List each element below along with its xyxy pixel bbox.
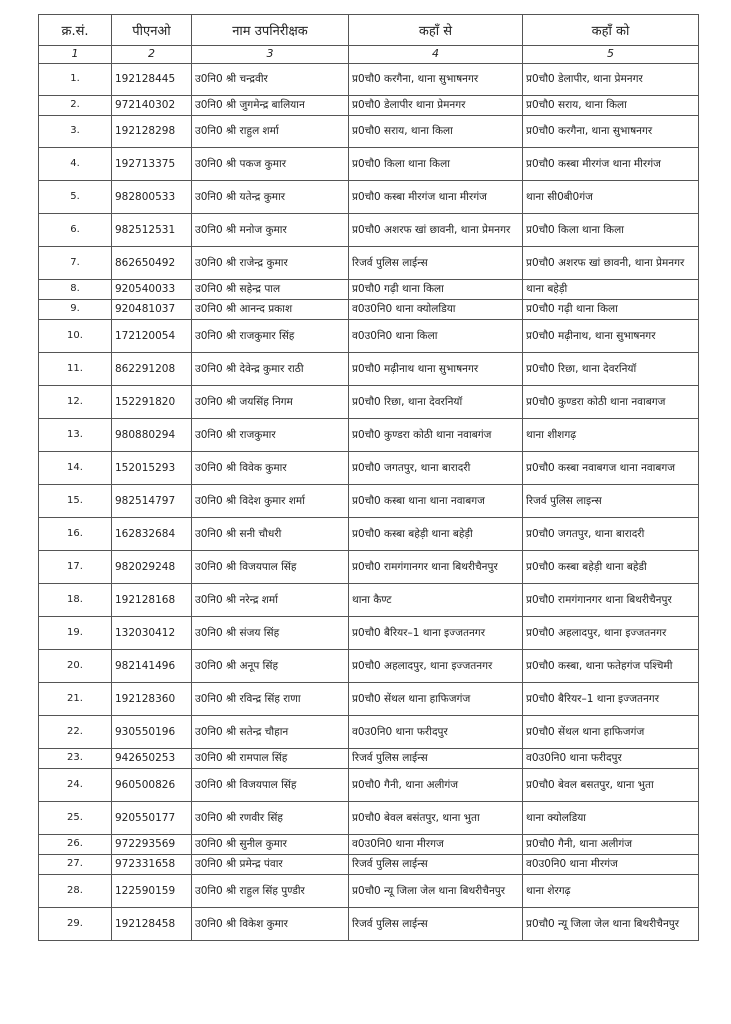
serial-cell: 12. — [39, 386, 112, 419]
name-cell: उ0नि0 श्री विजयपाल सिंह — [192, 551, 349, 584]
to-cell: थाना शेरगढ़ — [523, 875, 699, 908]
name-cell: उ0नि0 श्री जयसिंह निगम — [192, 386, 349, 419]
to-cell: प्र0चौ0 किला थाना किला — [523, 214, 699, 247]
from-cell: प्र0चौ0 किला थाना किला — [349, 148, 523, 181]
to-cell: थाना क्योलडिया — [523, 802, 699, 835]
name-cell: उ0नि0 श्री देवेन्द्र कुमार राठी — [192, 353, 349, 386]
name-cell: उ0नि0 श्री रणवीर सिंह — [192, 802, 349, 835]
name-cell: उ0नि0 श्री राहुल शर्मा — [192, 116, 349, 148]
serial-cell: 26. — [39, 835, 112, 855]
serial-cell: 18. — [39, 584, 112, 617]
serial-cell: 9. — [39, 300, 112, 320]
serial-cell: 4. — [39, 148, 112, 181]
name-cell: उ0नि0 श्री संजय सिंह — [192, 617, 349, 650]
pno-cell: 982141496 — [112, 650, 192, 683]
to-cell: प्र0चौ0 सेंथल थाना हाफिजगंज — [523, 716, 699, 749]
table-row — [39, 617, 699, 650]
column-number-row — [39, 46, 699, 64]
name-cell: उ0नि0 श्री सहेन्द्र पाल — [192, 280, 349, 300]
table-row — [39, 802, 699, 835]
name-cell: उ0नि0 श्री अनूप सिंह — [192, 650, 349, 683]
name-cell: उ0नि0 श्री राजकुमार सिंह — [192, 320, 349, 353]
table-row — [39, 386, 699, 419]
pno-cell: 982512531 — [112, 214, 192, 247]
pno-cell: 192128168 — [112, 584, 192, 617]
serial-cell: 6. — [39, 214, 112, 247]
table-row — [39, 584, 699, 617]
to-cell: प्र0चौ0 कस्बा नवाबगज थाना नवाबगज — [523, 452, 699, 485]
column-number: 4 — [349, 46, 523, 64]
pno-cell: 960500826 — [112, 769, 192, 802]
from-cell: प्र0चौ0 डेलापीर थाना प्रेमनगर — [349, 96, 523, 116]
to-cell: प्र0चौ0 जगतपुर, थाना बारादरी — [523, 518, 699, 551]
name-cell: उ0नि0 श्री नरेन्द्र शर्मा — [192, 584, 349, 617]
from-cell: व0उ0नि0 थाना किला — [349, 320, 523, 353]
serial-cell: 22. — [39, 716, 112, 749]
to-cell: थाना बहेड़ी — [523, 280, 699, 300]
serial-cell: 21. — [39, 683, 112, 716]
name-cell: उ0नि0 श्री विजयपाल सिंह — [192, 769, 349, 802]
from-cell: प्र0चौ0 करगैना, थाना सुभाषनगर — [349, 64, 523, 96]
serial-cell: 24. — [39, 769, 112, 802]
to-cell: प्र0चौ0 बेवल बसतपुर, थाना भुता — [523, 769, 699, 802]
serial-cell: 27. — [39, 855, 112, 875]
from-cell: प्र0चौ0 कुण्डरा कोठी थाना नवाबगंज — [349, 419, 523, 452]
column-number: 5 — [523, 46, 699, 64]
from-cell: प्र0चौ0 गढ़ी थाना किला — [349, 280, 523, 300]
to-cell: प्र0चौ0 अशरफ खां छावनी, थाना प्रेमनगर — [523, 247, 699, 280]
name-cell: उ0नि0 श्री प्रमेन्द्र पंवार — [192, 855, 349, 875]
to-cell: रिजर्व पुलिस लाइन्स — [523, 485, 699, 518]
from-cell: रिजर्व पुलिस लाईन्स — [349, 908, 523, 941]
name-cell: उ0नि0 श्री यतेन्द्र कुमार — [192, 181, 349, 214]
pno-cell: 122590159 — [112, 875, 192, 908]
serial-cell: 28. — [39, 875, 112, 908]
table-row — [39, 855, 699, 875]
to-cell: प्र0चौ0 गैनी, थाना अलीगंज — [523, 835, 699, 855]
from-cell: प्र0चौ0 गैनी, थाना अलीगंज — [349, 769, 523, 802]
name-cell: उ0नि0 श्री सतेन्द्र चौहान — [192, 716, 349, 749]
from-cell: रिजर्व पुलिस लाईन्स — [349, 749, 523, 769]
from-cell: प्र0चौ0 सराय, थाना किला — [349, 116, 523, 148]
pno-cell: 192128360 — [112, 683, 192, 716]
serial-cell: 17. — [39, 551, 112, 584]
pno-cell: 152015293 — [112, 452, 192, 485]
to-cell: प्र0चौ0 करगैना, थाना सुभाषनगर — [523, 116, 699, 148]
name-cell: उ0नि0 श्री चन्द्रवीर — [192, 64, 349, 96]
serial-cell: 23. — [39, 749, 112, 769]
from-cell: प्र0चौ0 रामगंगानगर थाना बिथरीचैनपुर — [349, 551, 523, 584]
serial-cell: 3. — [39, 116, 112, 148]
from-cell: प्र0चौ0 मढ़ीनाथ थाना सुभाषनगर — [349, 353, 523, 386]
transfer-list-sheet — [38, 14, 698, 941]
pno-cell: 972140302 — [112, 96, 192, 116]
table-row — [39, 518, 699, 551]
pno-cell: 942650253 — [112, 749, 192, 769]
pno-cell: 862291208 — [112, 353, 192, 386]
table-row — [39, 116, 699, 148]
pno-cell: 192128445 — [112, 64, 192, 96]
pno-cell: 132030412 — [112, 617, 192, 650]
name-cell: उ0नि0 श्री विकेश कुमार — [192, 908, 349, 941]
serial-cell: 14. — [39, 452, 112, 485]
header-name: नाम उपनिरीक्षक — [192, 15, 349, 46]
column-number: 3 — [192, 46, 349, 64]
table-row — [39, 835, 699, 855]
serial-cell: 25. — [39, 802, 112, 835]
table-row — [39, 320, 699, 353]
pno-cell: 192713375 — [112, 148, 192, 181]
from-cell: प्र0चौ0 बेवल बसंतपुर, थाना भुता — [349, 802, 523, 835]
pno-cell: 972331658 — [112, 855, 192, 875]
table-row — [39, 716, 699, 749]
column-number: 1 — [39, 46, 112, 64]
to-cell: व0उ0नि0 थाना मीरगंज — [523, 855, 699, 875]
from-cell: प्र0चौ0 रिछा, थाना देवरनियॉ — [349, 386, 523, 419]
name-cell: उ0नि0 श्री राहुल सिंह पुण्डीर — [192, 875, 349, 908]
name-cell: उ0नि0 श्री विवेक कुमार — [192, 452, 349, 485]
name-cell: उ0नि0 श्री जुगमेन्द्र बालियान — [192, 96, 349, 116]
header-pno: पीएनओ — [112, 15, 192, 46]
table-row — [39, 214, 699, 247]
pno-cell: 972293569 — [112, 835, 192, 855]
table-row — [39, 96, 699, 116]
to-cell: प्र0चौ0 मढ़ीनाथ, थाना सुभाषनगर — [523, 320, 699, 353]
name-cell: उ0नि0 श्री सनी चौधरी — [192, 518, 349, 551]
name-cell: उ0नि0 श्री मनोज कुमार — [192, 214, 349, 247]
serial-cell: 29. — [39, 908, 112, 941]
from-cell: रिजर्व पुलिस लाईन्स — [349, 855, 523, 875]
name-cell: उ0नि0 श्री विदेश कुमार शर्मा — [192, 485, 349, 518]
pno-cell: 980880294 — [112, 419, 192, 452]
table-row — [39, 908, 699, 941]
pno-cell: 192128458 — [112, 908, 192, 941]
pno-cell: 152291820 — [112, 386, 192, 419]
transfer-table — [38, 14, 699, 941]
to-cell: प्र0चौ0 रिछा, थाना देवरनियॉ — [523, 353, 699, 386]
to-cell: थाना सी0बी0गंज — [523, 181, 699, 214]
column-number: 2 — [112, 46, 192, 64]
pno-cell: 920481037 — [112, 300, 192, 320]
pno-cell: 162832684 — [112, 518, 192, 551]
to-cell: प्र0चौ0 कस्बा मीरगंज थाना मीरगंज — [523, 148, 699, 181]
table-row — [39, 148, 699, 181]
name-cell: उ0नि0 श्री राजकुमार — [192, 419, 349, 452]
from-cell: व0उ0नि0 थाना क्योलडिया — [349, 300, 523, 320]
to-cell: व0उ0नि0 थाना फरीदपुर — [523, 749, 699, 769]
serial-cell: 16. — [39, 518, 112, 551]
serial-cell: 8. — [39, 280, 112, 300]
serial-cell: 7. — [39, 247, 112, 280]
to-cell: थाना शीशगढ़ — [523, 419, 699, 452]
from-cell: प्र0चौ0 अहलादपुर, थाना इज्जतनगर — [349, 650, 523, 683]
name-cell: उ0नि0 श्री रामपाल सिंह — [192, 749, 349, 769]
table-row — [39, 749, 699, 769]
to-cell: प्र0चौ0 सराय, थाना किला — [523, 96, 699, 116]
name-cell: उ0नि0 श्री पकज कुमार — [192, 148, 349, 181]
to-cell: प्र0चौ0 डेलापीर, थाना प्रेमनगर — [523, 64, 699, 96]
table-row — [39, 683, 699, 716]
header-to: कहाँ को — [523, 15, 699, 46]
to-cell: प्र0चौ0 न्यू जिला जेल थाना बिथरीचैनपुर — [523, 908, 699, 941]
serial-cell: 19. — [39, 617, 112, 650]
from-cell: प्र0चौ0 कस्बा बहेड़ी थाना बहेड़ी — [349, 518, 523, 551]
table-row — [39, 551, 699, 584]
header-row — [39, 15, 699, 46]
name-cell: उ0नि0 श्री रविन्द्र सिंह राणा — [192, 683, 349, 716]
name-cell: उ0नि0 श्री आनन्द प्रकाश — [192, 300, 349, 320]
table-row — [39, 181, 699, 214]
to-cell: प्र0चौ0 कस्बा बहेड़ी थाना बहेडी — [523, 551, 699, 584]
serial-cell: 20. — [39, 650, 112, 683]
serial-cell: 11. — [39, 353, 112, 386]
from-cell: व0उ0नि0 थाना फरीदपुर — [349, 716, 523, 749]
from-cell: रिजर्व पुलिस लाईन्स — [349, 247, 523, 280]
table-row — [39, 875, 699, 908]
from-cell: प्र0चौ0 जगतपुर, थाना बारादरी — [349, 452, 523, 485]
table-row — [39, 64, 699, 96]
table-row — [39, 353, 699, 386]
table-row — [39, 452, 699, 485]
to-cell: प्र0चौ0 अहलादपुर, थाना इज्जतनगर — [523, 617, 699, 650]
to-cell: प्र0चौ0 रामगंगानगर थाना बिथरीचैनपुर — [523, 584, 699, 617]
from-cell: प्र0चौ0 न्यू जिला जेल थाना बिथरीचैनपुर — [349, 875, 523, 908]
from-cell: प्र0चौ0 कस्बा थाना थाना नवाबगज — [349, 485, 523, 518]
name-cell: उ0नि0 श्री राजेन्द्र कुमार — [192, 247, 349, 280]
from-cell: प्र0चौ0 बैरियर–1 थाना इज्जतनगर — [349, 617, 523, 650]
serial-cell: 13. — [39, 419, 112, 452]
name-cell: उ0नि0 श्री सुनील कुमार — [192, 835, 349, 855]
to-cell: प्र0चौ0 कस्बा, थाना फतेहगंज पश्चिमी — [523, 650, 699, 683]
to-cell: प्र0चौ0 गढ़ी थाना किला — [523, 300, 699, 320]
serial-cell: 15. — [39, 485, 112, 518]
table-row — [39, 769, 699, 802]
pno-cell: 862650492 — [112, 247, 192, 280]
header-from: कहाँ से — [349, 15, 523, 46]
table-row — [39, 300, 699, 320]
table-row — [39, 280, 699, 300]
header-serial: क्र.सं. — [39, 15, 112, 46]
pno-cell: 982800533 — [112, 181, 192, 214]
from-cell: प्र0चौ0 सेंथल थाना हाफिजगंज — [349, 683, 523, 716]
serial-cell: 2. — [39, 96, 112, 116]
table-row — [39, 650, 699, 683]
table-row — [39, 419, 699, 452]
from-cell: व0उ0नि0 थाना मीरगज — [349, 835, 523, 855]
from-cell: प्र0चौ0 अशरफ खां छावनी, थाना प्रेमनगर — [349, 214, 523, 247]
pno-cell: 920540033 — [112, 280, 192, 300]
serial-cell: 5. — [39, 181, 112, 214]
pno-cell: 930550196 — [112, 716, 192, 749]
table-row — [39, 247, 699, 280]
to-cell: प्र0चौ0 बैरियर–1 थाना इज्जतनगर — [523, 683, 699, 716]
pno-cell: 192128298 — [112, 116, 192, 148]
table-body — [39, 64, 699, 941]
pno-cell: 982514797 — [112, 485, 192, 518]
serial-cell: 10. — [39, 320, 112, 353]
serial-cell: 1. — [39, 64, 112, 96]
to-cell: प्र0चौ0 कुण्डरा कोठी थाना नवाबगज — [523, 386, 699, 419]
pno-cell: 920550177 — [112, 802, 192, 835]
pno-cell: 982029248 — [112, 551, 192, 584]
from-cell: प्र0चौ0 कस्बा मीरगंज थाना मीरगंज — [349, 181, 523, 214]
from-cell: थाना कैण्ट — [349, 584, 523, 617]
table-row — [39, 485, 699, 518]
pno-cell: 172120054 — [112, 320, 192, 353]
